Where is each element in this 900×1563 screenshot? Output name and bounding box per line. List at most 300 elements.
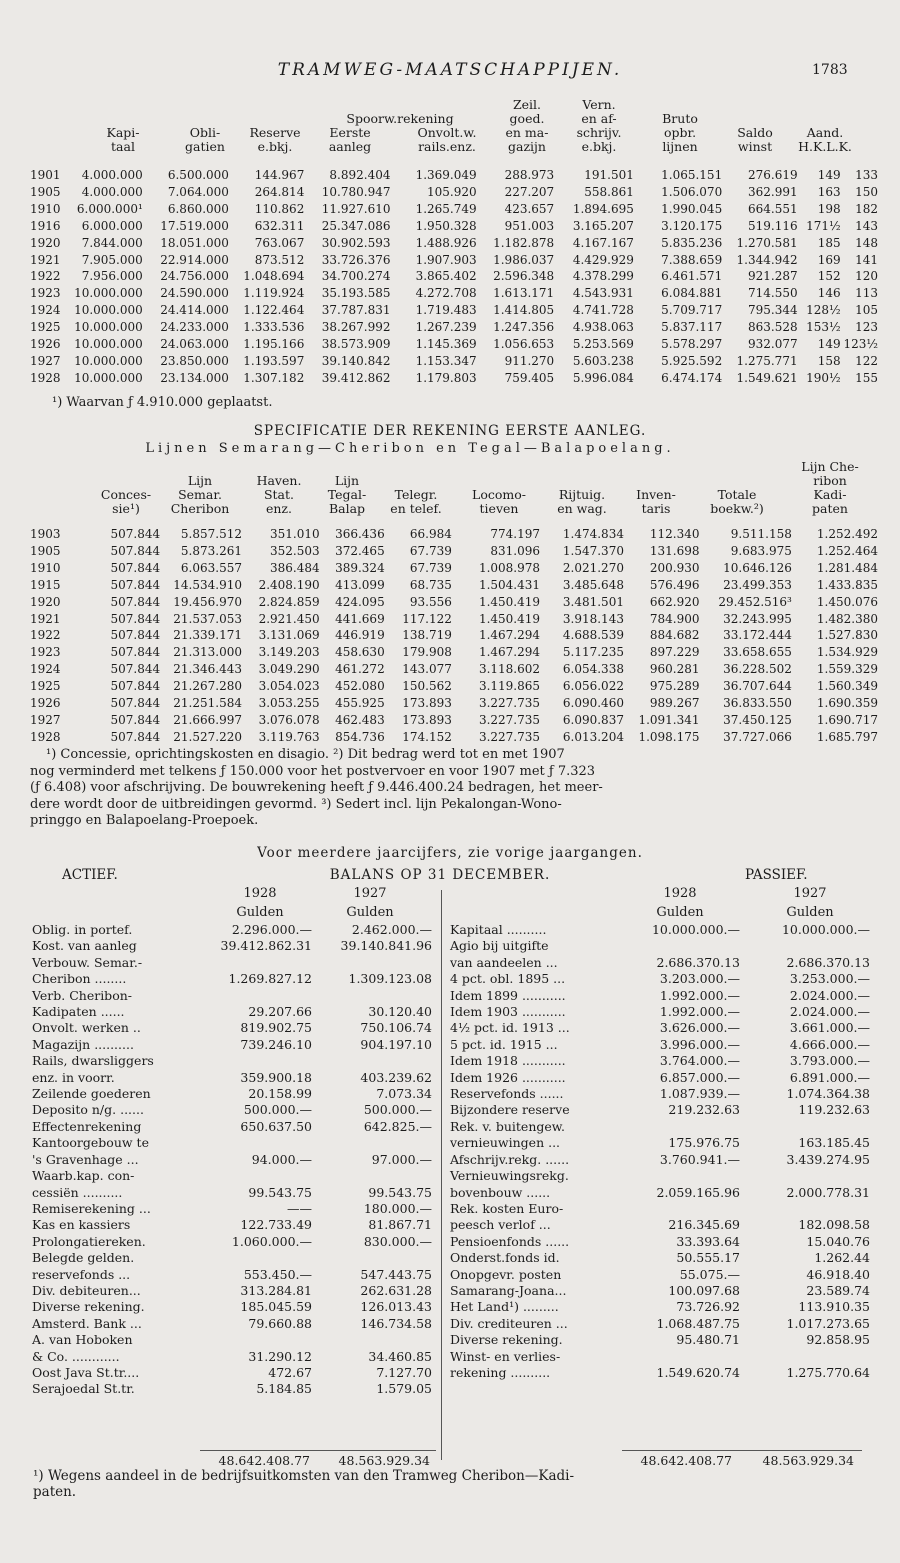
cell-telegr: 179.908 xyxy=(402,645,452,660)
passief-value-1928: 1.992.000.— xyxy=(659,1004,740,1020)
cell-locomo: 1.008.978 xyxy=(478,560,541,575)
passief-row xyxy=(450,1037,870,1053)
passief-row xyxy=(450,1086,870,1102)
passief-value-1927: 1.262.44 xyxy=(814,1250,870,1266)
passief-label: Rek. v. buitengew. xyxy=(450,1118,565,1134)
actief-value-1928: 2.296.000.— xyxy=(231,922,312,937)
actief-value-1927: 39.140.841.96 xyxy=(340,938,432,954)
cell-bruto: 3.120.175 xyxy=(661,218,723,233)
table1-row xyxy=(30,285,878,302)
balans-footnote: ¹) Wegens aandeel in de bedrijfsuitkomsten van den Tramweg Cheribon—Kadi- paten. xyxy=(33,1468,575,1500)
actief-label: Belegde gelden. xyxy=(32,1250,135,1266)
actief-value-1928: 650.637.50 xyxy=(240,1118,312,1134)
cell-kapitaal: 10.000.000 xyxy=(74,286,143,301)
cell-inventaris: 975.289 xyxy=(649,679,700,694)
actief-value-1927: 7.127.70 xyxy=(376,1364,432,1380)
cell-bruto: 6.084.881 xyxy=(661,286,723,301)
cell-year: 1924 xyxy=(30,303,61,318)
cell-obligatien: 24.414.000 xyxy=(160,303,229,318)
cell-eerste-aanleg: 38.267.992 xyxy=(321,320,391,335)
actief-value-1928: 500.000.— xyxy=(243,1102,312,1118)
th-rijtuig: Rijtuig. en wag. xyxy=(557,487,607,516)
cell-obligatien: 6.500.000 xyxy=(167,168,229,182)
cell-telegr: 67.739 xyxy=(409,543,452,558)
actief-row xyxy=(32,1152,432,1168)
cell-kapitaal: 10.000.000 xyxy=(74,303,143,318)
cell-saldo: 921.287 xyxy=(747,269,798,284)
actief-value-1928: 1.060.000.— xyxy=(231,1233,312,1249)
cell-vern: 558.861 xyxy=(584,184,634,199)
cell-kapitaal: 10.000.000 xyxy=(74,353,143,368)
actief-value-1927 xyxy=(312,1250,432,1266)
th-onvolt: Onvolt.w. rails.enz. xyxy=(417,125,477,154)
passief-value-1927: 4.666.000.— xyxy=(789,1036,870,1052)
actief-value-1928: 313.284.81 xyxy=(240,1282,312,1298)
cell-eerste-aanleg: 35.193.585 xyxy=(321,286,391,301)
passief-value-1927: 3.253.000.— xyxy=(789,971,870,987)
cell-aand-lk: 182 xyxy=(855,201,878,216)
cell-reserve: 1.307.182 xyxy=(243,370,305,385)
passief-label: vernieuwingen ... xyxy=(450,1135,561,1151)
actief-label: enz. in voorr. xyxy=(32,1069,115,1085)
actief-label: Kantoorgebouw te xyxy=(32,1135,149,1151)
cell-bruto: 6.461.571 xyxy=(661,269,723,284)
cell-saldo: 664.551 xyxy=(747,201,798,216)
cell-concessie: 507.844 xyxy=(110,662,161,677)
cell-aand-hk: 163 xyxy=(817,184,841,199)
spec-row xyxy=(30,729,878,746)
cell-locomo: 1.450.419 xyxy=(478,611,541,626)
cell-eerste-aanleg: 37.787.831 xyxy=(321,303,391,318)
passief-row xyxy=(450,1020,870,1036)
passief-value-1928: 55.075.— xyxy=(679,1266,740,1282)
actief-value-1928: 472.67 xyxy=(268,1364,312,1380)
th-concessie: Conces- sie¹) xyxy=(100,487,152,516)
cell-zeil: 1.414.805 xyxy=(493,303,555,318)
cell-kapitaal: 7.905.000 xyxy=(81,252,143,267)
cell-zeil: 1.247.356 xyxy=(493,320,555,335)
passief-label: rekening .......... xyxy=(450,1364,551,1380)
cell-eerste-aanleg: 34.700.274 xyxy=(321,269,391,284)
passief-row xyxy=(450,1267,870,1283)
cell-lijn-tegal: 455.925 xyxy=(335,696,385,711)
table1-row xyxy=(30,235,878,252)
cell-zeil: 288.973 xyxy=(504,168,555,182)
actief-row xyxy=(32,1250,432,1266)
cell-obligatien: 23.134.000 xyxy=(160,370,229,385)
cell-inventaris: 1.091.341 xyxy=(638,712,700,727)
cell-lijn-che: 1.281.484 xyxy=(816,560,878,575)
passief-value-1928: 73.726.92 xyxy=(676,1299,740,1315)
passief-label: peesch verlof ... xyxy=(450,1217,551,1233)
actief-label: Oblig. in portef. xyxy=(32,922,133,937)
passief-label: Het Land¹) ......... xyxy=(450,1299,559,1315)
th-reserve: Reserve e.bkj. xyxy=(249,125,301,154)
cell-aand-lk: 150 xyxy=(855,184,878,199)
actief-value-1927: 7.073.34 xyxy=(376,1086,432,1102)
actief-value-1928 xyxy=(202,988,312,1004)
cell-vern: 4.378.299 xyxy=(572,269,634,284)
cell-locomo: 831.096 xyxy=(490,543,541,558)
cell-aand-hk: 158 xyxy=(817,353,841,368)
cell-rijtuig: 3.481.501 xyxy=(562,594,624,609)
actief-table xyxy=(32,922,432,1398)
cell-lijn-tegal: 366.436 xyxy=(335,527,385,541)
th-obligatien: Obli- gatien xyxy=(185,125,225,154)
actief-value-1928: 553.450.— xyxy=(243,1266,312,1282)
passief-value-1928: 100.097.68 xyxy=(668,1282,740,1298)
cell-totale: 36.833.550 xyxy=(723,696,792,711)
cell-telegr: 143.077 xyxy=(402,662,452,677)
passief-value-1927: 2.000.778.31 xyxy=(786,1184,870,1200)
cell-concessie: 507.844 xyxy=(110,527,161,541)
th-spoorw-group: Spoorw.rekening xyxy=(346,111,454,126)
actief-row xyxy=(32,955,432,971)
spec-row xyxy=(30,543,878,560)
cell-year: 1922 xyxy=(30,269,61,284)
cell-saldo: 1.344.942 xyxy=(736,252,798,267)
cell-obligatien: 6.860.000 xyxy=(167,201,229,216)
cell-lijn-che: 1.690.359 xyxy=(816,696,878,711)
actief-row xyxy=(32,1185,432,1201)
cell-lijn-semar: 5.857.512 xyxy=(180,527,242,541)
cell-lijn-semar: 5.873.261 xyxy=(180,543,242,558)
cell-zeil: 1.613.171 xyxy=(493,286,555,301)
actief-row xyxy=(32,1102,432,1118)
cell-year: 1927 xyxy=(30,712,61,727)
passief-label: Idem 1899 ........... xyxy=(450,987,566,1003)
cell-rijtuig: 1.474.834 xyxy=(562,527,624,541)
actief-value-1928 xyxy=(202,1250,312,1266)
actief-value-1927: 180.000.— xyxy=(363,1200,432,1216)
cell-lijn-che: 1.527.830 xyxy=(816,628,878,643)
actief-label: Verb. Cheribon- xyxy=(32,987,132,1003)
cell-kapitaal: 10.000.000 xyxy=(74,337,143,352)
passief-row xyxy=(450,1283,870,1299)
cell-lijn-tegal: 458.630 xyxy=(335,645,385,660)
spec-footnote-line: nog verminderd met telkens ƒ 150.000 voor het postvervoer en voor 1907 met ƒ 7.323 xyxy=(30,763,596,779)
cell-saldo: 276.619 xyxy=(747,168,798,182)
cell-onvolt: 1.145.369 xyxy=(415,337,477,352)
actief-value-1928 xyxy=(202,1168,312,1184)
passief-value-1927: 119.232.63 xyxy=(798,1102,870,1118)
cell-saldo: 1.549.621 xyxy=(736,370,798,385)
cell-eerste-aanleg: 11.927.610 xyxy=(321,201,391,216)
actief-value-1928: 99.543.75 xyxy=(248,1184,312,1200)
actief-label: Remiserekening ... xyxy=(32,1200,151,1216)
actief-value-1927: 81.867.71 xyxy=(368,1217,432,1233)
spec-footnote-line: ¹) Concessie, oprichtingskosten en disagio. ²) Dit bedrag werd tot en met 1907 xyxy=(46,747,565,762)
actief-value-1927: 126.013.43 xyxy=(360,1299,432,1315)
cell-eerste-aanleg: 39.412.862 xyxy=(321,370,391,385)
cell-haven: 3.076.078 xyxy=(258,712,320,727)
cell-totale: 29.452.516³ xyxy=(718,594,792,609)
passief-value-1928: 3.203.000.— xyxy=(659,971,740,987)
cell-locomo: 3.227.735 xyxy=(478,696,541,711)
cell-concessie: 507.844 xyxy=(110,696,161,711)
spec-header xyxy=(30,459,880,528)
cell-vern: 4.543.931 xyxy=(572,286,634,301)
cell-obligatien: 24.233.000 xyxy=(160,320,229,335)
th-inventaris: Inven- taris xyxy=(636,487,676,516)
cell-concessie: 507.844 xyxy=(110,712,161,727)
cell-lijn-tegal: 854.736 xyxy=(335,729,385,744)
th-haven: Haven. Stat. enz. xyxy=(256,473,302,516)
cell-locomo: 1.450.419 xyxy=(478,594,541,609)
passief-row xyxy=(450,1332,870,1348)
cell-totale: 9.683.975 xyxy=(730,543,792,558)
cell-onvolt: 105.920 xyxy=(427,184,477,199)
actief-value-1928: —— xyxy=(287,1200,312,1216)
passief-row xyxy=(450,988,870,1004)
cell-year: 1926 xyxy=(30,696,61,711)
th-lijn-tegal: Lijn Tegal- Balap xyxy=(327,473,367,516)
cell-onvolt: 1.369.049 xyxy=(415,168,477,182)
passief-label: Div. crediteuren ... xyxy=(450,1315,568,1331)
passief-value-1927 xyxy=(740,1168,870,1184)
cell-aand-lk: 123½ xyxy=(843,337,878,352)
table1-header xyxy=(30,97,880,168)
cell-reserve: 110.862 xyxy=(254,201,305,216)
actief-value-1927: 830.000.— xyxy=(363,1233,432,1249)
cell-vern: 5.996.084 xyxy=(572,370,634,385)
cell-haven: 352.503 xyxy=(270,543,320,558)
passief-row xyxy=(450,1119,870,1135)
passief-row xyxy=(450,1135,870,1151)
cell-lijn-che: 1.560.349 xyxy=(816,679,878,694)
cell-totale: 37.450.125 xyxy=(723,712,792,727)
cell-aand-hk: 198 xyxy=(817,201,841,216)
passief-row xyxy=(450,1316,870,1332)
cell-kapitaal: 7.956.000 xyxy=(81,269,143,284)
actief-row xyxy=(32,1299,432,1315)
cell-reserve: 873.512 xyxy=(254,252,305,267)
cell-obligatien: 22.914.000 xyxy=(160,252,229,267)
passief-label: Reservefonds ...... xyxy=(450,1086,564,1102)
cell-rijtuig: 6.013.204 xyxy=(562,729,624,744)
cell-haven: 2.824.859 xyxy=(258,594,320,609)
actief-label: Kadipaten ...... xyxy=(32,1004,125,1020)
cell-bruto: 5.925.592 xyxy=(661,353,723,368)
cell-totale: 36.707.644 xyxy=(723,679,792,694)
cell-aand-hk: 149 xyxy=(817,168,841,182)
cell-telegr: 173.893 xyxy=(402,696,452,711)
passief-currency: Gulden xyxy=(786,905,834,920)
cell-aand-hk: 149 xyxy=(817,337,841,352)
cell-telegr: 150.562 xyxy=(402,679,452,694)
passief-year-1927: 1927 xyxy=(793,886,827,901)
passief-value-1927: 163.185.45 xyxy=(798,1135,870,1151)
passief-value-1928: 33.393.64 xyxy=(676,1233,740,1249)
cell-lijn-tegal: 372.465 xyxy=(335,543,385,558)
cell-zeil: 951.003 xyxy=(504,218,555,233)
cell-onvolt: 1.719.483 xyxy=(415,303,477,318)
actief-value-1927: 904.197.10 xyxy=(360,1036,432,1052)
passief-value-1928: 50.555.17 xyxy=(676,1250,740,1266)
passief-value-1927: 92.858.95 xyxy=(806,1332,870,1348)
actief-total-1928: 48.642.408.77 xyxy=(218,1453,310,1468)
actief-row xyxy=(32,1267,432,1283)
cell-totale: 10.646.126 xyxy=(723,560,792,575)
cell-zeil: 1.182.878 xyxy=(493,235,555,250)
th-lijn-semar: Lijn Semar. Cheribon xyxy=(170,473,230,516)
passief-row xyxy=(450,1102,870,1118)
cell-telegr: 66.984 xyxy=(409,527,452,541)
actief-value-1927: 99.543.75 xyxy=(368,1184,432,1200)
passief-row xyxy=(450,1201,870,1217)
cell-year: 1922 xyxy=(30,628,61,643)
passief-value-1928 xyxy=(620,1349,740,1365)
actief-value-1927 xyxy=(312,1168,432,1184)
th-aand: Aand. H.K.L.K. xyxy=(798,125,852,154)
cell-telegr: 67.739 xyxy=(409,560,452,575)
cell-onvolt: 4.272.708 xyxy=(415,286,477,301)
th-locomo: Locomo- tieven xyxy=(472,487,526,516)
cell-concessie: 507.844 xyxy=(110,543,161,558)
table1-row xyxy=(30,184,878,201)
actief-value-1928: 122.733.49 xyxy=(240,1217,312,1233)
cell-lijn-semar: 21.666.997 xyxy=(173,712,242,727)
actief-value-1927: 500.000.— xyxy=(363,1102,432,1118)
actief-label: Prolongatiereken. xyxy=(32,1233,146,1249)
cell-reserve: 632.311 xyxy=(254,218,305,233)
table1 xyxy=(30,167,878,387)
actief-value-1928: 819.902.75 xyxy=(240,1020,312,1036)
cell-lijn-semar: 21.339.171 xyxy=(173,628,242,643)
passief-row xyxy=(450,1365,870,1381)
cell-saldo: 362.991 xyxy=(747,184,798,199)
cell-aand-lk: 155 xyxy=(855,370,878,385)
cell-bruto: 1.506.070 xyxy=(661,184,723,199)
spec-row xyxy=(30,627,878,644)
passief-value-1928: 2.059.165.96 xyxy=(656,1184,740,1200)
spec-footnote-line: (ƒ 6.408) voor afschrijving. De bouwrekening heeft ƒ 9.446.400.24 bedragen, het meer- xyxy=(30,780,603,795)
cell-concessie: 507.844 xyxy=(110,577,161,592)
passief-label: Vernieuwingsrekg. xyxy=(450,1168,569,1184)
actief-label: Div. debiteuren... xyxy=(32,1282,141,1298)
actief-label: Amsterd. Bank ... xyxy=(32,1315,142,1331)
th-telegr: Telegr. en telef. xyxy=(390,487,442,516)
passief-value-1928 xyxy=(620,1119,740,1135)
passief-row xyxy=(450,1299,870,1315)
cell-zeil: 911.270 xyxy=(504,353,555,368)
balans-title: BALANS OP 31 DECEMBER. xyxy=(329,867,551,883)
cell-year: 1905 xyxy=(30,184,61,199)
actief-label: Diverse rekening. xyxy=(32,1299,145,1315)
passief-value-1927: 3.439.274.95 xyxy=(786,1151,870,1167)
actief-row xyxy=(32,1217,432,1233)
actief-row xyxy=(32,1053,432,1069)
cell-vern: 1.894.695 xyxy=(572,201,634,216)
cell-lijn-semar: 6.063.557 xyxy=(180,560,242,575)
cell-totale: 9.511.158 xyxy=(730,527,792,541)
cell-aand-lk: 141 xyxy=(855,252,878,267)
cell-saldo: 1.275.771 xyxy=(736,353,798,368)
cell-lijn-semar: 21.537.053 xyxy=(173,611,242,626)
cell-year: 1910 xyxy=(30,201,61,216)
passief-row xyxy=(450,955,870,971)
cell-eerste-aanleg: 25.347.086 xyxy=(321,218,391,233)
cell-rijtuig: 1.547.370 xyxy=(562,543,624,558)
cell-vern: 191.501 xyxy=(584,168,634,182)
cell-lijn-semar: 21.267.280 xyxy=(173,679,242,694)
actief-row xyxy=(32,988,432,1004)
cell-locomo: 3.227.735 xyxy=(478,712,541,727)
page-number: 1783 xyxy=(812,62,848,78)
cell-aand-lk: 143 xyxy=(855,218,878,233)
cell-inventaris: 884.682 xyxy=(649,628,700,643)
cell-eerste-aanleg: 33.726.376 xyxy=(321,252,391,267)
cell-rijtuig: 2.021.270 xyxy=(562,560,624,575)
cell-aand-lk: 113 xyxy=(855,286,878,301)
cell-year: 1923 xyxy=(30,286,61,301)
actief-label: Onvolt. werken .. xyxy=(32,1020,141,1036)
spec-row xyxy=(30,611,878,628)
cell-rijtuig: 6.090.837 xyxy=(562,712,624,727)
cell-aand-lk: 133 xyxy=(855,168,878,182)
cell-reserve: 264.814 xyxy=(254,184,305,199)
actief-label: Effectenrekening xyxy=(32,1118,142,1134)
cell-bruto: 1.990.045 xyxy=(661,201,723,216)
th-zeil: Zeil. goed. en ma- gazijn xyxy=(505,97,549,154)
actief-value-1927: 262.631.28 xyxy=(360,1282,432,1298)
passief-value-1927: 2.024.000.— xyxy=(789,987,870,1003)
cell-obligatien: 24.063.000 xyxy=(160,337,229,352)
spec-row xyxy=(30,661,878,678)
passief-value-1927: 3.793.000.— xyxy=(789,1053,870,1069)
passief-label: Onderst.fonds id. xyxy=(450,1250,560,1266)
cell-saldo: 795.344 xyxy=(747,303,798,318)
cell-totale: 23.499.353 xyxy=(723,577,792,592)
cell-haven: 3.131.069 xyxy=(258,628,320,643)
actief-value-1928: 1.269.827.12 xyxy=(228,971,312,987)
cell-kapitaal: 10.000.000 xyxy=(74,320,143,335)
cell-lijn-tegal: 461.272 xyxy=(335,662,385,677)
cell-zeil: 227.207 xyxy=(504,184,555,199)
actief-total-1927: 48.563.929.34 xyxy=(338,1453,430,1468)
cell-inventaris: 960.281 xyxy=(649,662,700,677)
cell-lijn-semar: 21.527.220 xyxy=(173,729,242,744)
spec-title: SPECIFICATIE DER REKENING EERSTE AANLEG. xyxy=(253,423,647,439)
cell-aand-lk: 105 xyxy=(855,303,878,318)
passief-value-1927: 2.686.370.13 xyxy=(786,954,870,970)
cell-year: 1920 xyxy=(30,594,61,609)
passief-value-1928: 3.996.000.— xyxy=(659,1036,740,1052)
cell-zeil: 2.596.348 xyxy=(493,269,555,284)
actief-value-1927: 750.106.74 xyxy=(360,1020,432,1036)
passief-value-1928: 6.857.000.— xyxy=(659,1069,740,1085)
cell-haven: 3.053.255 xyxy=(258,696,320,711)
cell-aand-lk: 148 xyxy=(855,235,878,250)
passief-label: Rek. kosten Euro- xyxy=(450,1200,564,1216)
actief-total-rule xyxy=(200,1450,436,1451)
cell-lijn-che: 1.534.929 xyxy=(816,645,878,660)
cell-year: 1927 xyxy=(30,353,61,368)
actief-value-1927: 403.239.62 xyxy=(360,1069,432,1085)
spec-footnote-line: dere wordt door de uitbreidingen gevormd. ³) Sedert incl. lijn Pekalongan-Wono- xyxy=(30,796,562,812)
passief-row xyxy=(450,922,870,938)
cell-aand-lk: 123 xyxy=(855,320,878,335)
passief-total-1927: 48.563.929.34 xyxy=(762,1453,854,1468)
actief-value-1928: 5.184.85 xyxy=(256,1381,312,1397)
cell-bruto: 5.837.117 xyxy=(661,320,723,335)
cell-locomo: 1.467.294 xyxy=(478,645,541,660)
passief-value-1927: 182.098.58 xyxy=(798,1217,870,1233)
actief-row xyxy=(32,1070,432,1086)
cell-obligatien: 23.850.000 xyxy=(160,353,229,368)
cell-zeil: 1.056.653 xyxy=(493,337,555,352)
cell-lijn-che: 1.559.329 xyxy=(816,662,878,677)
